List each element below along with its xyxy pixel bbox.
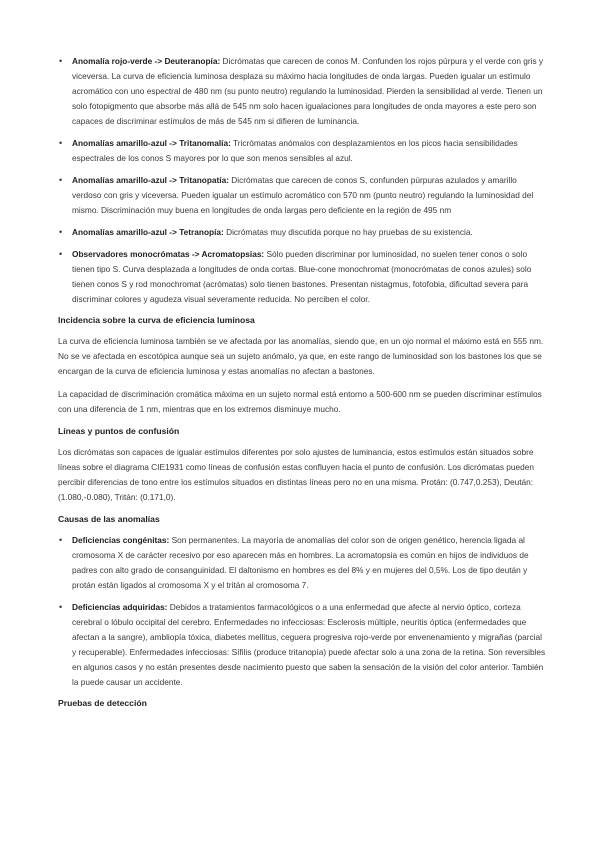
section-heading-curve: Incidencia sobre la curva de eficiencia luminosa bbox=[58, 315, 255, 325]
anomaly-list bbox=[58, 54, 546, 307]
section-heading-tests: Pruebas de detección bbox=[58, 698, 147, 708]
item-term: Observadores monocrómatas -> Acromatopsias: bbox=[72, 249, 265, 259]
item-text: Dicrómatas que carecen de conos M. Confunden los rojos púrpura y el verde con gris y viceversa. La curva de eficiencia luminosa desplaza su máximo hacia longitudes de onda largas. Pueden igualar un estímulo acromático con uno espectral de 480 nm (su punto neutro) regulando la luminosidad. Pierden la sensibilidad al verde. Tienen un solo fotopigmento que absorbe más allá de 545 nm solo hacen igualaciones para longitudes de onda mayores a este pero son capaces de discriminar estímulos de más de 545 nm si difieren de luminancia. bbox=[72, 56, 544, 126]
item-term: Deficiencias congénitas: bbox=[72, 535, 170, 545]
item-term: Deficiencias adquiridas: bbox=[72, 602, 168, 612]
bullet-icon: • bbox=[59, 535, 63, 545]
item-text: Dicrómatas que carecen de conos S, confunden púrpuras azulados y amarillo verdoso con gris y viceversa. Pueden igualar un estímulo acromático con 570 nm (punto neutro) regulando la luminosidad del mismo. Discriminación muy buena en longitudes de onda largas pero deficiente en la región de 495 nm bbox=[72, 175, 534, 215]
bullet-icon: • bbox=[59, 227, 63, 237]
paragraph: Los dicrómatas son capaces de igualar estímulos diferentes por solo ajustes de luminancia, estos estímulos están situados sobre líneas sobre el diagrama CIE1931 como líneas de confusión estas confluyen hacia el punto de confusión. Los dicrómatas pueden percibir diferencias de tono entre los estímulos situados en distintas líneas pero no en una misma. Protán: (0.747,0.253), Deután: (1.080,-0.080), Tritán: (0.171,0). bbox=[58, 447, 534, 502]
section-heading-causes: Causas de las anomalías bbox=[58, 514, 160, 524]
list-item bbox=[58, 600, 546, 690]
item-term: Anomalías amarillo-azul -> Tritanomalía: bbox=[72, 138, 231, 148]
bullet-icon: • bbox=[59, 175, 63, 185]
paragraph: La curva de eficiencia luminosa también se ve afectada por las anomalías, siendo que, en un ojo normal el máximo está en 555 nm. No se ve afectada en escotópica aunque sea un sujeto anómalo, ya que, en este rango de luminosidad son los bastones los que se encargan de la curva de eficiencia luminosa y estas anomalías no afectan a bastones. bbox=[58, 336, 544, 376]
list-item bbox=[58, 173, 546, 218]
section-heading-confusion: Líneas y puntos de confusión bbox=[58, 426, 180, 436]
document-page bbox=[58, 54, 546, 717]
bullet-icon: • bbox=[59, 56, 63, 66]
list-item bbox=[58, 247, 546, 307]
item-term: Anomalías amarillo-azul -> Tritanopatía: bbox=[72, 175, 229, 185]
bullet-icon: • bbox=[59, 249, 63, 259]
item-text: Tricrómatas anómalos con desplazamientos en los picos hacia sensibilidades espectrales de los conos S mayores por lo que son menos sensibles al azul. bbox=[72, 138, 518, 163]
causes-list bbox=[58, 533, 546, 690]
item-term: Anomalía rojo-verde -> Deuteranopía: bbox=[72, 56, 221, 66]
list-item bbox=[58, 136, 546, 166]
item-text: Son permanentes. La mayoría de anomalías del color son de origen genético, herencia ligada al cromosoma X de carácter recesivo por eso aparecen más en hombres. La acromatopsia es común en hijos de individuos de padres con alto grado de consanguinidad. El daltonismo en hombres es del 8% y en mujeres del 0,5%. Los de tipo deután y protán están ligados al cromosoma X y el tritán al cromosoma 7. bbox=[72, 535, 529, 590]
paragraph: La capacidad de discriminación cromática máxima en un sujeto normal está entorno a 500-600 nm se pueden discriminar estímulos con una diferencia de 1 nm, mientras que en los extremos disminuye mucho. bbox=[58, 389, 542, 414]
item-text: Sólo pueden discriminar por luminosidad, no suelen tener conos o solo tienen tipo S. Curva desplazada a longitudes de onda cortas. Blue-cone monochromat (monocrómatas de conos azules) solo tienen conos S y rod monochromat (acrómatas) solo tienen bastones. Presentan nistagmus, fotofobia, dificultad severa para discriminar colores y agudeza visual severamente reducida. No perciben el color. bbox=[72, 249, 532, 304]
item-text: Debidos a tratamientos farmacológicos o a una enfermedad que afecte al nervio óptico, corteza cerebral o lóbulo occipital del cerebro. Enfermedades no infecciosas: Esclerosis múltiple, neuritis óptica (enfermedades que afectan a la sangre), ambliopía tóxica, diabetes mellitus, ceguera progresiva rojo-verde por envenenamiento y migrañas (parcial y recuperable). Enfermedades infecciosas: Sífilis (produce tritanopía) puede afectar solo a una zona de la retina. Son reversibles en algunos casos y no están presentes desde nacimiento puesto que saben la sensación de la visión del color anterior. También la puede causar un accidente. bbox=[72, 602, 546, 687]
bullet-icon: • bbox=[59, 138, 63, 148]
list-item bbox=[58, 54, 546, 129]
list-item bbox=[58, 225, 546, 240]
bullet-icon: • bbox=[59, 602, 63, 612]
item-term: Anomalías amarillo-azul -> Tetranopía: bbox=[72, 227, 224, 237]
list-item bbox=[58, 533, 546, 593]
item-text: Dicrómatas muy discutida porque no hay pruebas de su existencia. bbox=[223, 227, 473, 237]
